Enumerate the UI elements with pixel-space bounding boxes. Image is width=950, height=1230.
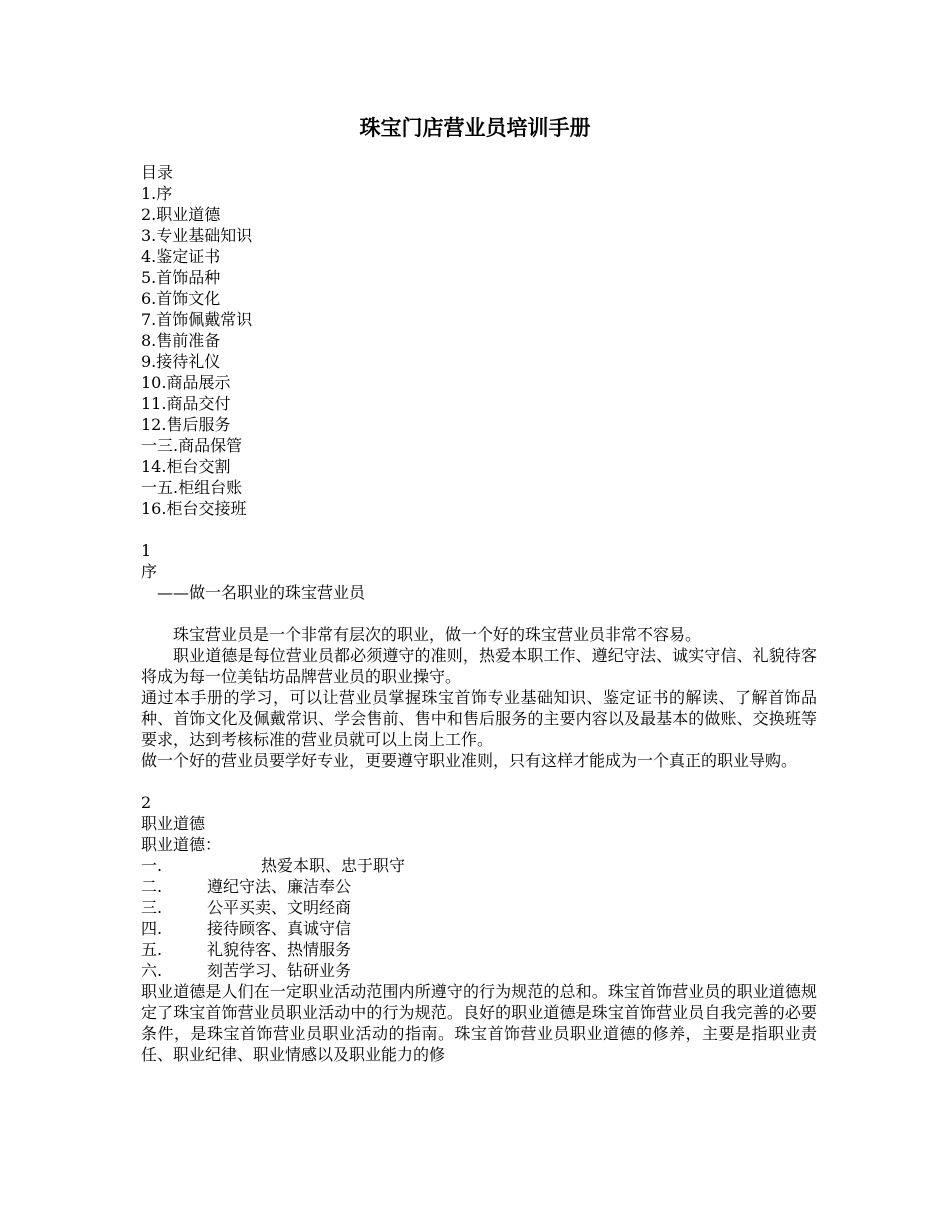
- section-number: 2: [141, 793, 152, 812]
- ethics-item-number: 六.: [141, 961, 163, 980]
- ethics-item: [141, 939, 817, 960]
- ethics-item-text: 接待顾客、真诚守信: [207, 919, 352, 938]
- paragraph: 职业道德是每位营业员都必须遵守的准则，热爱本职工作、遵纪守法、诚实守信、礼貌待客将成为每一位美钻坊品牌营业员的职业操守。: [141, 646, 817, 686]
- toc-item: 2.职业道德: [141, 205, 221, 224]
- ethics-item-number: 三.: [141, 898, 163, 917]
- toc-item: 8.售前准备: [141, 331, 221, 350]
- ethics-item-number: 二.: [141, 877, 163, 896]
- paragraph: 职业道德是人们在一定职业活动范围内所遵守的行为规范的总和。珠宝首饰营业员的职业道德规定了珠宝首饰营业员职业活动中的行为规范。良好的职业道德是珠宝首饰营业员自我完善的必要条件，是珠宝首饰营业员职业活动的指南。珠宝首饰营业员职业道德的修养，主要是指职业责任、职业纪律、职业情感以及职业能力的修: [141, 982, 817, 1064]
- ethics-item: [141, 960, 817, 981]
- spacer: [141, 519, 817, 540]
- toc-item: 11.商品交付: [141, 394, 231, 413]
- toc-item: 一五.柜组台账: [141, 478, 243, 497]
- toc-item: 14.柜台交割: [141, 457, 231, 476]
- section-intro: 职业道德：: [141, 835, 222, 854]
- ethics-item-text: 刻苦学习、钻研业务: [207, 961, 352, 980]
- section-number: 1: [141, 541, 152, 560]
- toc-item: 10.商品展示: [141, 373, 231, 392]
- toc-item: 12.售后服务: [141, 415, 231, 434]
- ethics-item-text: 遵纪守法、廉洁奉公: [207, 877, 352, 896]
- toc-item: 3.专业基础知识: [141, 226, 253, 245]
- toc-item: 4.鉴定证书: [141, 247, 221, 266]
- section-subtitle: ——做一名职业的珠宝营业员: [157, 583, 366, 602]
- toc-item: 5.首饰品种: [141, 268, 221, 287]
- ethics-item-number: 一.: [141, 856, 163, 875]
- toc-item: 9.接待礼仪: [141, 352, 221, 371]
- paragraph: 做一个好的营业员要学好专业，更要遵守职业准则，只有这样才能成为一个真正的职业导购。: [141, 751, 798, 770]
- document-body: [141, 162, 817, 1065]
- section-title: 序: [141, 562, 158, 581]
- toc-item: 6.首饰文化: [141, 289, 221, 308]
- toc-item: 1.序: [141, 184, 173, 203]
- ethics-item: [141, 855, 817, 876]
- paragraph: 珠宝营业员是一个非常有层次的职业，做一个好的珠宝营业员非常不容易。: [173, 625, 702, 644]
- ethics-item-number: 四.: [141, 919, 163, 938]
- toc-heading: 目录: [141, 163, 174, 182]
- paragraph: 通过本手册的学习，可以让营业员掌握珠宝首饰专业基础知识、鉴定证书的解读、了解首饰品种、首饰文化及佩戴常识、学会售前、售中和售后服务的主要内容以及最基本的做账、交换班等要求，达到考核标准的营业员就可以上岗上工作。: [141, 688, 817, 749]
- spacer: [141, 603, 817, 624]
- section-title: 职业道德: [141, 814, 206, 833]
- ethics-item-number: 五.: [141, 940, 163, 959]
- document-title: 珠宝门店营业员培训手册: [359, 115, 591, 140]
- ethics-item-text: 公平买卖、文明经商: [207, 898, 352, 917]
- toc-item: 一三.商品保管: [141, 436, 243, 455]
- ethics-item: [141, 897, 817, 918]
- spacer: [141, 771, 817, 792]
- ethics-item: [141, 876, 817, 897]
- toc-item: 16.柜台交接班: [141, 499, 247, 518]
- ethics-item-text: 热爱本职、忠于职守: [261, 856, 406, 875]
- ethics-item-text: 礼貌待客、热情服务: [207, 940, 352, 959]
- ethics-item: [141, 918, 817, 939]
- toc-item: 7.首饰佩戴常识: [141, 310, 253, 329]
